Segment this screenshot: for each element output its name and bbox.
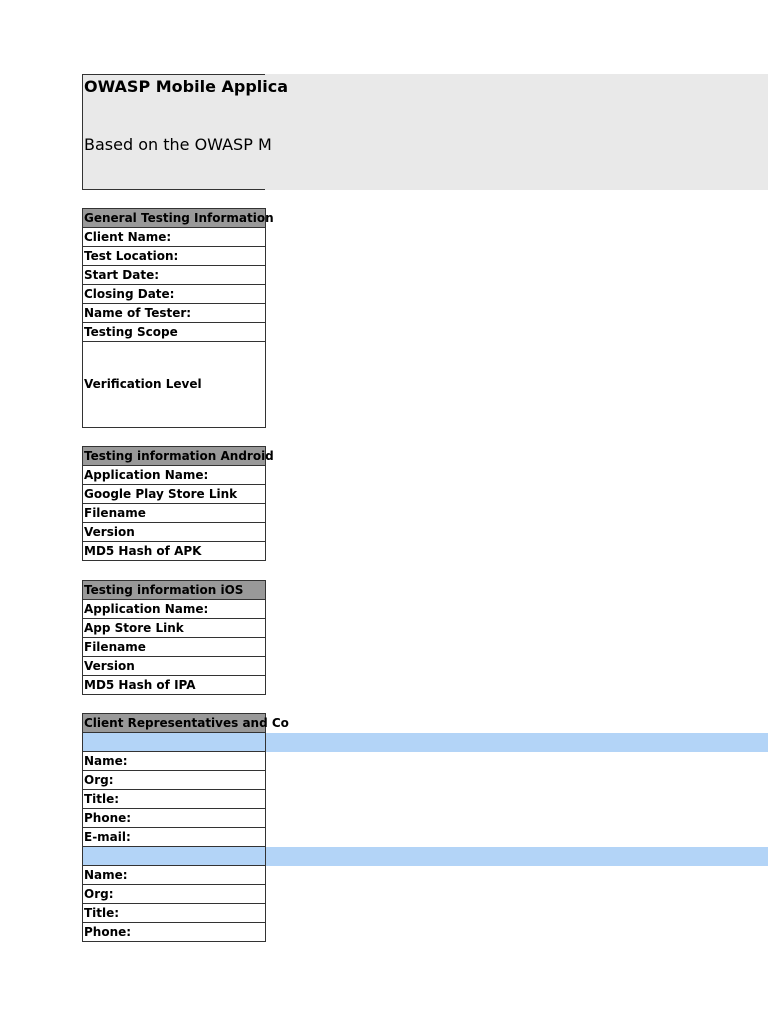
contact-2-title-label[interactable]: Title: [83, 904, 265, 923]
closing-date-label[interactable]: Closing Date: [83, 285, 265, 304]
contact-2-org-label[interactable]: Org: [83, 885, 265, 904]
document-title: OWASP Mobile Applica [84, 77, 289, 96]
contact-1-email-label[interactable]: E-mail: [83, 828, 265, 847]
android-app-name-label[interactable]: Application Name: [83, 466, 265, 485]
ios-app-name-label[interactable]: Application Name: [83, 600, 265, 619]
ipa-md5-label[interactable]: MD5 Hash of IPA [83, 676, 265, 695]
title-cell [82, 74, 289, 190]
client-contacts-table [82, 713, 289, 942]
contact-1-org-label[interactable]: Org: [83, 771, 265, 790]
contact-2-name-label[interactable]: Name: [83, 866, 265, 885]
contact-2-phone-label[interactable]: Phone: [83, 923, 265, 942]
general-testing-table [82, 208, 274, 428]
android-info-heading: Testing information Android [83, 446, 265, 466]
document-subtitle: Based on the OWASP M [84, 135, 272, 154]
ios-version-label[interactable]: Version [83, 657, 265, 676]
tester-name-label[interactable]: Name of Tester: [83, 304, 265, 323]
client-name-label[interactable]: Client Name: [83, 228, 265, 247]
verification-level-label[interactable]: Verification Level [83, 342, 265, 428]
contact-1-phone-label[interactable]: Phone: [83, 809, 265, 828]
testing-scope-label[interactable]: Testing Scope [83, 323, 265, 342]
contact-1-title-label[interactable]: Title: [83, 790, 265, 809]
android-info-table [82, 446, 274, 561]
ios-info-heading: Testing information iOS [83, 580, 265, 600]
contact-1-name-label[interactable]: Name: [83, 752, 265, 771]
test-location-label[interactable]: Test Location: [83, 247, 265, 266]
ios-info-table [82, 580, 266, 695]
client-contacts-heading: Client Representatives and Co [83, 713, 265, 733]
play-store-link-label[interactable]: Google Play Store Link [83, 485, 265, 504]
apk-md5-label[interactable]: MD5 Hash of APK [83, 542, 265, 561]
general-testing-heading: General Testing Information [83, 208, 265, 228]
contact-2-band-cell [83, 847, 265, 866]
ios-filename-label[interactable]: Filename [83, 638, 265, 657]
start-date-label[interactable]: Start Date: [83, 266, 265, 285]
android-filename-label[interactable]: Filename [83, 504, 265, 523]
app-store-link-label[interactable]: App Store Link [83, 619, 265, 638]
android-version-label[interactable]: Version [83, 523, 265, 542]
contact-1-band-cell [83, 733, 265, 752]
